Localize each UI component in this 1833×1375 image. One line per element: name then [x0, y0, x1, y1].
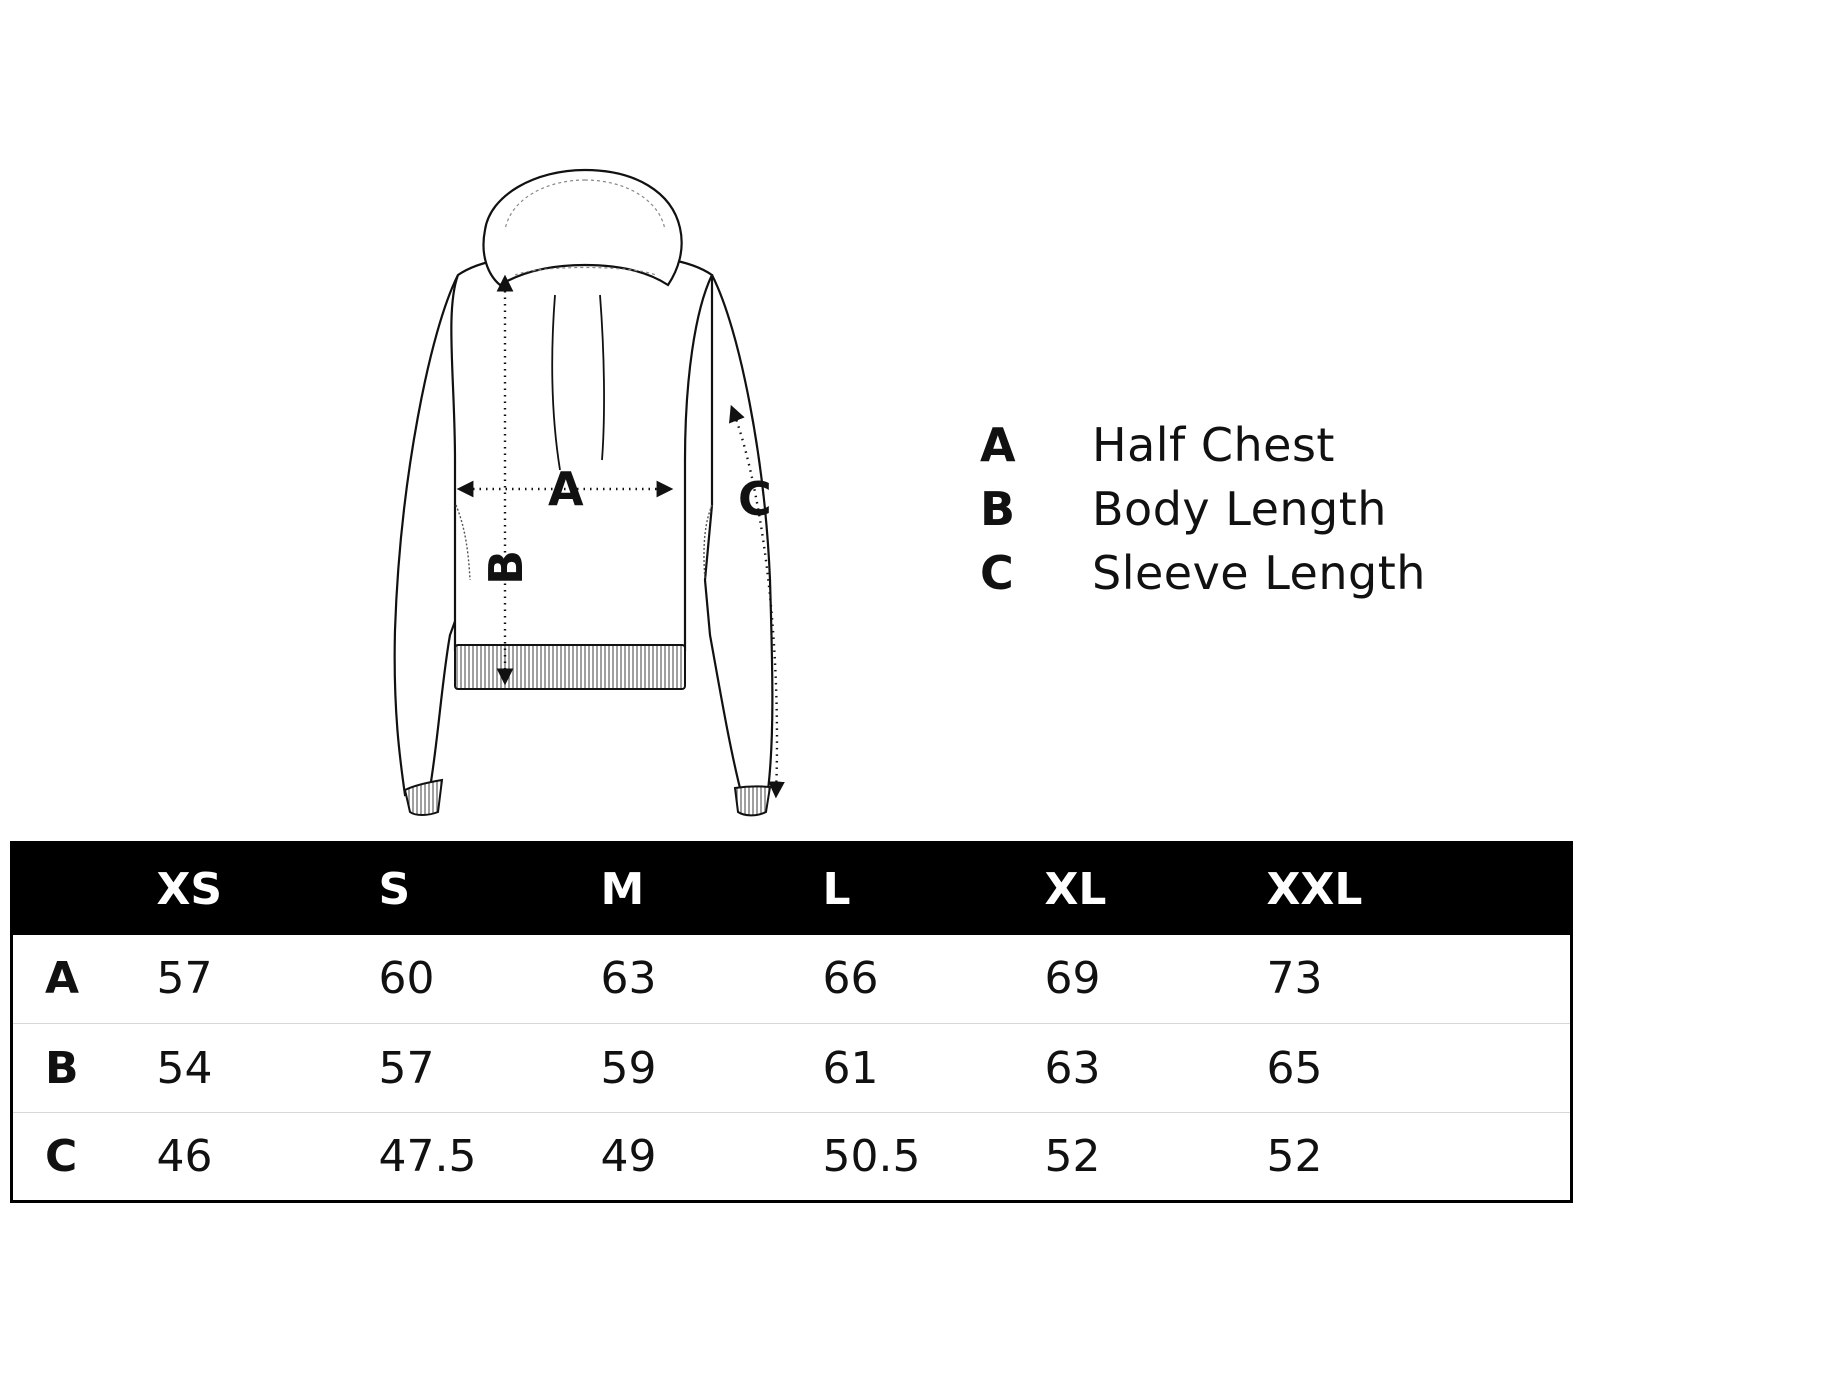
- size-header-xl: XL: [1044, 863, 1107, 915]
- table-cell: 73: [1266, 953, 1323, 1005]
- table-cell: 61: [823, 1024, 1045, 1113]
- table-cell: 66: [822, 953, 879, 1005]
- measure-b-label: B: [479, 549, 533, 585]
- hoodie-illustration: [360, 160, 820, 820]
- table-cell: 52: [1267, 1113, 1572, 1202]
- header-empty-cell: [12, 843, 157, 935]
- legend-key: B: [980, 482, 1016, 536]
- legend-row: [980, 418, 1426, 482]
- size-header-m: M: [600, 863, 645, 915]
- table-cell: 52: [1045, 1113, 1267, 1202]
- hoodie-body: [451, 255, 712, 650]
- legend-key: A: [980, 418, 1016, 472]
- row-key: B: [12, 1024, 157, 1113]
- table-cell: 63: [600, 953, 657, 1005]
- size-header-row: [12, 843, 1572, 935]
- size-header-l: L: [822, 863, 851, 915]
- table-cell: 50.5: [823, 1113, 1045, 1202]
- table-cell: 57: [156, 953, 213, 1005]
- table-cell: 69: [1044, 953, 1101, 1005]
- size-header-s: S: [378, 863, 411, 915]
- size-chart-table: [10, 841, 1573, 1203]
- size-header-xs: XS: [156, 863, 223, 915]
- legend-label: Sleeve Length: [1092, 546, 1426, 600]
- legend-row: [980, 546, 1426, 610]
- legend-label: Body Length: [1092, 482, 1387, 536]
- table-row: [12, 1024, 1572, 1113]
- legend-label: Half Chest: [1092, 418, 1335, 472]
- waistband: [455, 645, 685, 689]
- table-cell: 63: [1045, 1024, 1267, 1113]
- legend-key: C: [980, 546, 1014, 600]
- table-row: [12, 1113, 1572, 1202]
- table-cell: 47.5: [379, 1113, 601, 1202]
- table-cell: 65: [1267, 1024, 1572, 1113]
- row-key: A: [45, 953, 80, 1005]
- measurement-legend: [980, 418, 1426, 610]
- legend-row: [980, 482, 1426, 546]
- table-cell: 60: [378, 953, 435, 1005]
- table-cell: 49: [601, 1113, 823, 1202]
- size-header-xxl: XXL: [1266, 863, 1363, 915]
- table-cell: 54: [157, 1024, 379, 1113]
- table-cell: 46: [157, 1113, 379, 1202]
- measure-a-label: A: [548, 462, 584, 516]
- measure-c-label: C: [738, 472, 772, 526]
- table-row: [12, 935, 1572, 1024]
- right-cuff: [735, 786, 770, 815]
- table-cell: 59: [601, 1024, 823, 1113]
- hoodie-diagram: [360, 160, 820, 820]
- row-key: C: [12, 1113, 157, 1202]
- table-cell: 57: [379, 1024, 601, 1113]
